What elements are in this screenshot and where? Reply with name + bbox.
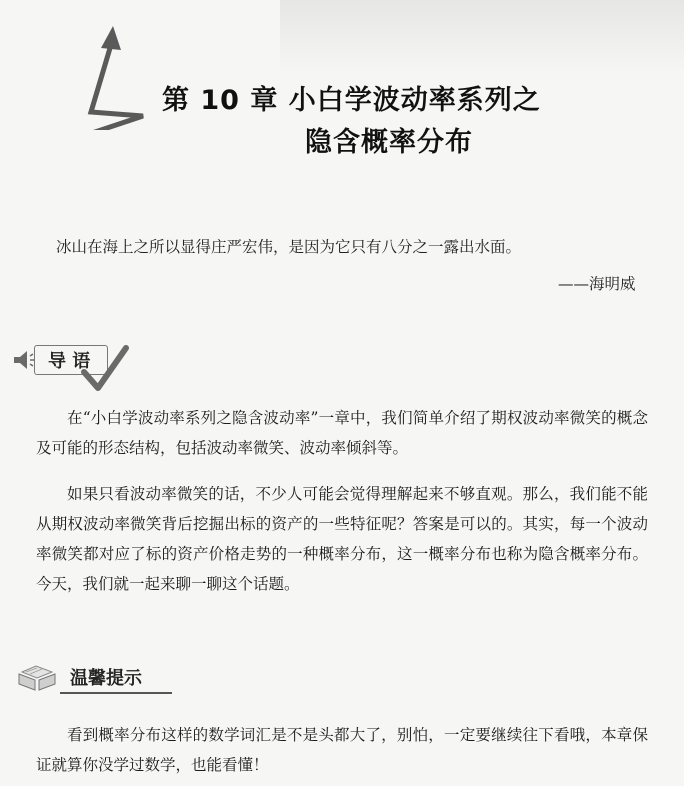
open-book-icon <box>16 662 58 692</box>
chapter-title-line2: 隐含概率分布 <box>305 127 473 158</box>
tip-paragraph: 看到概率分布这样的数学词汇是不是头都大了，别怕，一定要继续往下看哦，本章保证就算你没学过数学，也能看懂！ <box>36 726 648 774</box>
intro-paragraph-2: 如果只看波动率微笑的话，不少人可能会觉得理解起来不够直观。那么，我们能不能从期权波动率微笑背后挖掘出标的资产的一些特征呢？答案是可以的。其实，每一个波动率微笑都对应了标的资产价格走势的一种概率分布，这一概率分布也称为隐含概率分布。今天，我们就一起来聊一聊这个话题。 <box>36 485 648 593</box>
arrow-zigzag-icon <box>55 20 155 130</box>
page-bleed-noise <box>280 0 684 70</box>
speaker-icon <box>12 348 36 372</box>
checkmark-icon <box>80 342 130 394</box>
tip-label: 温馨提示 <box>70 668 142 689</box>
intro-paragraph-1: 在“小白学波动率系列之隐含波动率”一章中，我们简单介绍了期权波动率微笑的概念及可能的形态结构，包括波动率微笑、波动率倾斜等。 <box>36 409 648 457</box>
tip-underline <box>60 692 172 694</box>
chapter-title-line1: 第 10 章 小白学波动率系列之 <box>162 85 541 116</box>
epigraph-author: ——海明威 <box>558 275 636 293</box>
intro-label: 导 语 <box>48 351 91 372</box>
epigraph-quote: 冰山在海上之所以显得庄严宏伟，是因为它只有八分之一露出水面。 <box>56 238 522 256</box>
